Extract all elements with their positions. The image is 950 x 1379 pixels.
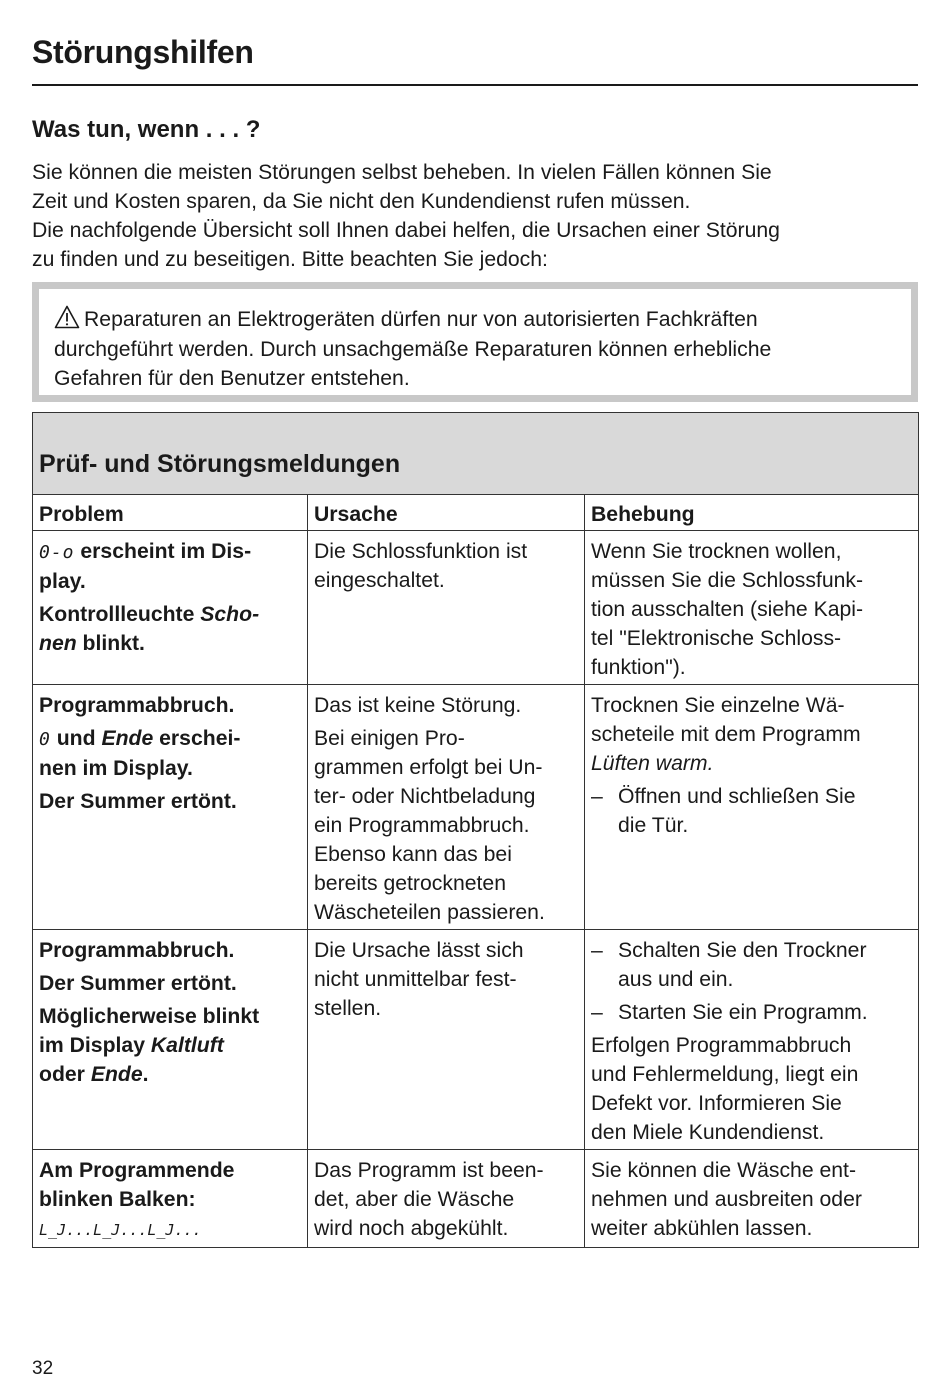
display-symbol: L_J...L_J...L_J... — [39, 1221, 202, 1239]
intro-line: zu finden und zu beseitigen. Bitte beachten Sie jedoch: — [32, 248, 548, 271]
warning-line — [54, 305, 911, 335]
dash-list-item: – Öffnen und schließen Sie die Tür. — [591, 785, 856, 837]
display-symbol: 0-o — [39, 542, 75, 563]
fault-table — [32, 412, 918, 1248]
table-row — [33, 531, 919, 685]
intro-line: Die nachfolgende Übersicht soll Ihnen dabei helfen, die Ursachen einer Störung — [32, 219, 780, 242]
table-row — [33, 930, 919, 1150]
problem-cell: Programmabbruch. 0 und Ende erschei- nen im Display. Der Summer ertönt. — [33, 685, 308, 930]
remedy-cell: Wenn Sie trocknen wollen, müssen Sie die Schlossfunk- tion ausschalten (siehe Kapi- tel "Elektronische Schloss- funktion"). — [585, 531, 919, 685]
page-title: Störungshilfen — [32, 34, 254, 70]
intro-line: Zeit und Kosten sparen, da Sie nicht den Kundendienst rufen müssen. — [32, 190, 691, 213]
problem-cell: Am Programmende blinken Balken: L_J...L_J...L_J... — [33, 1150, 308, 1248]
cause-cell: Die Schlossfunktion ist eingeschaltet. — [308, 531, 585, 685]
dash-list-item: – Starten Sie ein Programm. — [591, 1001, 868, 1024]
title-divider — [32, 84, 918, 86]
cause-cell: Das ist keine Störung. Bei einigen Pro- grammen erfolgt bei Un- ter- oder Nichtbeladung ein Programmabbruch. Ebenso kann das bei bereits getrockneten Wäscheteilen passieren. — [308, 685, 585, 930]
warning-text: Reparaturen an Elektrogeräten dürfen nur von autorisierten Fachkräften — [84, 308, 758, 331]
column-header-problem: Problem — [33, 495, 308, 531]
warning-line: Gefahren für den Benutzer entstehen. — [54, 367, 410, 390]
table-row — [33, 1150, 919, 1248]
column-header-cause: Ursache — [308, 495, 585, 531]
section-heading: Was tun, wenn . . . ? — [32, 116, 261, 143]
warning-triangle-icon — [54, 305, 80, 329]
warning-box — [32, 282, 918, 402]
problem-cell: 0-o erscheint im Dis- play. Kontrollleuchte Scho- nen blinkt. — [33, 531, 308, 685]
table-title: Prüf- und Störungsmeldungen — [33, 413, 919, 495]
cause-cell: Die Ursache lässt sich nicht unmittelbar fest- stellen. — [308, 930, 585, 1150]
remedy-cell: Sie können die Wäsche ent- nehmen und ausbreiten oder weiter abkühlen lassen. — [585, 1150, 919, 1248]
problem-cell: Programmabbruch. Der Summer ertönt. Möglicherweise blinkt im Display Kaltluft oder Ende. — [33, 930, 308, 1150]
remedy-cell: – Schalten Sie den Trockner aus und ein. – Starten Sie ein Programm. Erfolgen Programmabbruch und Fehlermeldung, liegt ein Defekt vor. Informieren Sie den Miele Kundendienst. — [585, 930, 919, 1150]
column-header-remedy: Behebung — [585, 495, 919, 531]
intro-text — [32, 158, 918, 274]
intro-line: Sie können die meisten Störungen selbst beheben. In vielen Fällen können Sie — [32, 161, 772, 184]
table-row — [33, 685, 919, 930]
warning-line: durchgeführt werden. Durch unsachgemäße Reparaturen können erhebliche — [54, 337, 772, 361]
dash-list-item: – Schalten Sie den Trockner aus und ein. — [591, 939, 867, 991]
remedy-cell: Trocknen Sie einzelne Wä- scheteile mit dem Programm Lüften warm. – Öffnen und schließen Sie die Tür. — [585, 685, 919, 930]
cause-cell: Das Programm ist been- det, aber die Wäsche wird noch abgekühlt. — [308, 1150, 585, 1248]
page-number: 32 — [32, 1358, 54, 1379]
display-symbol: 0 — [39, 729, 51, 750]
